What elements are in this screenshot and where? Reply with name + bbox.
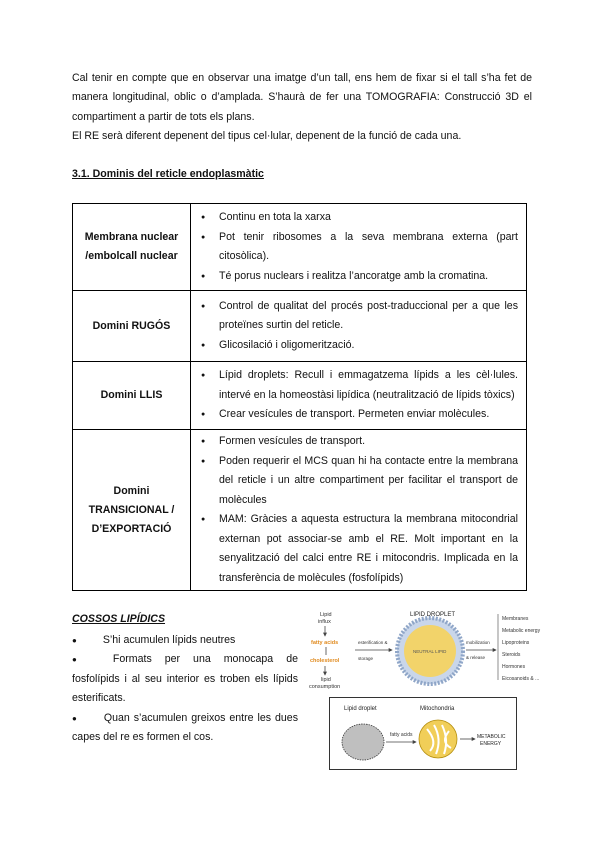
list-item: ● MAM: Gràcies a aquesta estructura la membrana mitocondrial externan pot associar-se amb el RE. Molt important en la senyalització del calci entre RE i mitocondris. Implicada en la transferència de molècules (fosfolípids) [199,510,518,588]
list-item-text: Formats per una monocapa de fosfolípids i al seu interior es troben els lípids esterificats. [72,653,298,705]
release-label: & release [466,655,486,660]
output-steroids: Steroids [502,652,521,658]
list-item: ● Control de qualitat del procés post-traduccional per a que les proteïnes surtin del reticle. [199,297,518,336]
esterification-label: esterification & [358,640,388,645]
intro-paragraph-1: Cal tenir en compte que en observar una imatge d’un tall, ens hem de fixar si el tall s’ha fet de manera longitudinal, oblic o d’amplada. S’haurà de fer una TOMOGRAFIA: Construcció 3D el compartiment a partir de tots els plans. [72,72,532,123]
output-membranes: Membranes [502,616,529,622]
output-eicosanoids: Eicosanoids & ... [502,676,540,682]
lipid-influx-label: influx [318,619,331,625]
list-item [72,709,298,748]
mitochondria-label: Mitochondria [420,706,455,712]
table-row [73,430,527,591]
list-item: ● Glicosilació i oligomerització. [199,336,518,356]
fatty-acids-label: fatty acids [311,640,339,646]
list-item: ● Poden requerir el MCS quan hi ha contacte entre la membrana del reticle i un altre compartiment per facilitar el transport de molècules [199,452,518,511]
list-item: ● Té porus nuclears i realitza l’ancoratge amb la cromatina. [199,267,518,287]
output-metabolic-energy: Metabolic energy [502,628,541,634]
section-title: 3.1. Dominis del reticle endoplasmàtic [72,168,264,180]
output-hormones: Hormones [502,664,526,670]
neutral-lipid-label: NEUTRAL LIPID [413,649,447,654]
lipid-droplet-shape [342,724,384,760]
lipid-bodies-title: COSSOS LIPÍDICS [72,613,166,625]
list-item: ● Formen vesícules de transport. [199,432,518,452]
list-item [72,650,298,708]
storage-label: storage [358,656,374,661]
domain-description [191,430,527,591]
metabolic-energy-label: METABOLIC [477,734,506,740]
domain-name: Membrana nuclear /embolcall nuclear [73,204,191,291]
bullet-icon: ● [72,636,77,645]
list-item-text: Quan s’acumulen greixos entre les dues capes del re es formen el cos. [72,711,298,744]
domain-name: Domini LLIS [73,362,191,430]
lipid-bodies-list [72,631,298,747]
table-row [73,291,527,362]
lipid-consumption-label: consumption [309,684,341,690]
domains-table [72,203,527,591]
bullet-icon: ● [72,655,87,665]
bullet-icon: ● [72,713,78,723]
list-item-text: S’hi acumulen lípids neutres [102,634,236,646]
lipid-droplet-label: Lipid droplet [344,706,377,712]
lipid-droplet-diagram [300,608,590,690]
list-item: ● Pot tenir ribosomes a la seva membrana externa (part citosòlica). [199,228,518,267]
list-item: ● Crear vesícules de transport. Permeten enviar molècules. [199,405,518,425]
lipid-droplet-title: LIPID DROPLET [410,612,456,618]
domain-name: Domini RUGÓS [73,291,191,362]
lipid-consumption-label: lipid [321,677,331,683]
domain-description [191,362,527,430]
metabolic-energy-label: ENERGY [480,741,502,747]
list-item [72,631,298,650]
lipid-influx-label: Lipid [320,612,332,618]
fatty-acids-label: fatty acids [390,732,413,738]
table-row [73,362,527,430]
list-item: ● Lípid droplets: Recull i emmagatzema lípids a les cèl·lules. intervé en la homeostàsi lipídica (neutralització de lípids tòxics) [199,366,518,405]
cholesterol-label: cholesterol [310,658,340,664]
domain-description [191,291,527,362]
list-item: ● Continu en tota la xarxa [199,208,518,228]
domain-name: Domini TRANSICIONAL / D’EXPORTACIÓ [73,430,191,591]
intro-text [72,69,532,146]
domain-description [191,204,527,291]
table-row [73,204,527,291]
lipid-to-mitochondria-diagram [329,697,517,770]
mobilization-label: mobilization [466,640,490,645]
intro-paragraph-2: El RE serà diferent depenent del tipus cel·lular, depenent de la funció de cada una. [72,129,462,142]
output-lipoproteins: Lipoproteins [502,640,530,646]
